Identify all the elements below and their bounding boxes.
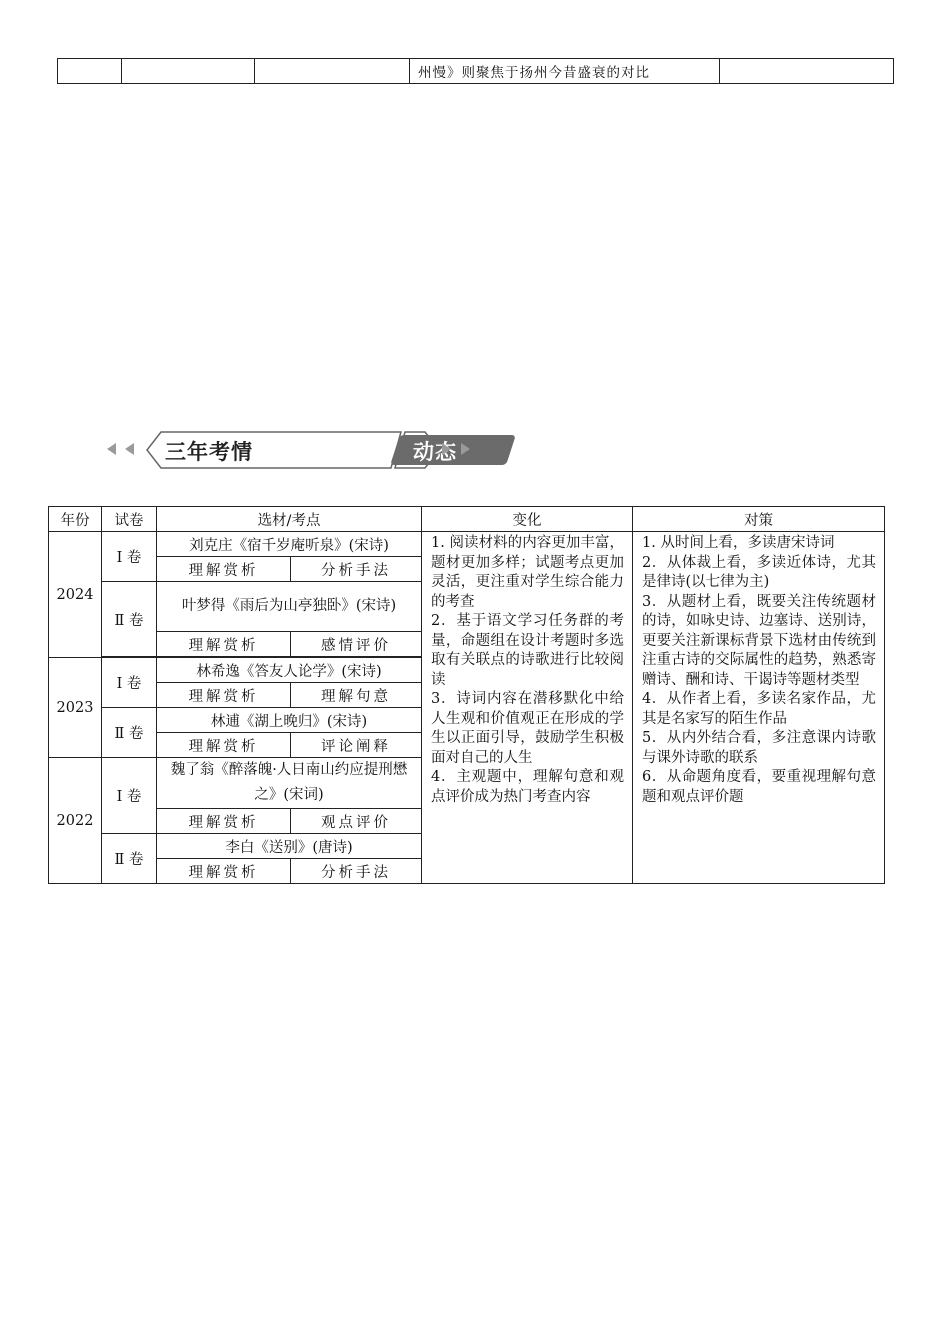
point-cell: 理解赏析 bbox=[157, 859, 291, 884]
cell bbox=[58, 59, 122, 84]
change-cell bbox=[422, 532, 633, 884]
year-cell: 2023 bbox=[49, 658, 102, 758]
strategy-item: 6．从命题角度看，要重视理解句意题和观点评价题 bbox=[642, 769, 877, 805]
strategy-cell bbox=[633, 532, 885, 884]
strategy-item: 3．从题材上看，既要关注传统题材的诗，如咏史诗、边塞诗、送别诗，更要关注新课标背景下选材由传统到注重古诗的交际属性的趋势，熟悉寄赠诗、酬和诗、干谒诗等题材类型 bbox=[642, 593, 877, 688]
point-cell: 理解赏析 bbox=[157, 733, 291, 758]
point-cell: 理解赏析 bbox=[157, 809, 291, 834]
paper-cell: Ⅱ 卷 bbox=[102, 834, 157, 884]
point-cell: 分析手法 bbox=[291, 859, 422, 884]
year-cell: 2022 bbox=[49, 758, 102, 884]
point-cell: 感情评价 bbox=[291, 632, 422, 657]
header-year: 年份 bbox=[49, 507, 102, 532]
cell bbox=[255, 59, 410, 84]
change-item: 1. 阅读材料的内容更加丰富，题材更加多样；试题考点更加灵活，更注重对学生综合能力的考查 bbox=[431, 535, 625, 610]
paper-cell: Ⅰ 卷 bbox=[102, 532, 157, 582]
point-cell: 理解赏析 bbox=[157, 557, 291, 582]
point-cell: 分析手法 bbox=[291, 557, 422, 582]
point-cell: 理解句意 bbox=[291, 683, 422, 708]
paper-cell: Ⅰ 卷 bbox=[102, 758, 157, 834]
strategy-item: 1. 从时间上看，多读唐宋诗词 bbox=[642, 535, 835, 551]
strategy-item: 5．从内外结合看，多注意课内诗歌与课外诗歌的联系 bbox=[642, 730, 877, 766]
header-paper: 试卷 bbox=[102, 507, 157, 532]
exam-analysis-table bbox=[48, 506, 885, 884]
strategy-item: 4．从作者上看，多读名家作品，尤其是名家写的陌生作品 bbox=[642, 691, 877, 727]
header-topic: 选材/考点 bbox=[157, 507, 422, 532]
point-cell: 评论阐释 bbox=[291, 733, 422, 758]
arrow-left-icon bbox=[125, 443, 134, 455]
title-cell: 李白《送别》(唐诗) bbox=[157, 834, 422, 859]
change-item: 4．主观题中，理解句意和观点评价成为热门考查内容 bbox=[431, 769, 625, 805]
arrow-right-icon bbox=[461, 443, 470, 455]
title-cell: 魏了翁《醉落魄·人日南山约应提刑懋之》(宋词) bbox=[157, 758, 422, 809]
cell bbox=[122, 59, 255, 84]
strategy-item: 2．从体裁上看，多读近体诗，尤其是律诗(以七律为主) bbox=[642, 554, 877, 590]
banner-title-left: 三年考情 bbox=[165, 440, 253, 464]
table-row bbox=[49, 532, 885, 557]
arrow-left-icon bbox=[107, 443, 116, 455]
header-change: 变化 bbox=[422, 507, 633, 532]
header-strategy: 对策 bbox=[633, 507, 885, 532]
cell bbox=[720, 59, 894, 84]
change-item: 3．诗词内容在潜移默化中给人生观和价值观正在形成的学生以正面引导，鼓励学生积极面对自己的人生 bbox=[431, 691, 625, 766]
paper-cell: Ⅰ 卷 bbox=[102, 658, 157, 708]
arrow-right-icon bbox=[442, 443, 451, 455]
paper-cell: Ⅱ 卷 bbox=[102, 708, 157, 758]
cell-text: 州慢》则聚焦于扬州今昔盛衰的对比 bbox=[410, 59, 720, 84]
banner-title-right: 动态分析 bbox=[413, 440, 457, 494]
change-item: 2．基于语文学习任务群的考量，命题组在设计考题时多选取有关联点的诗歌进行比较阅读 bbox=[431, 613, 625, 688]
title-cell: 刘克庄《宿千岁庵听泉》(宋诗) bbox=[157, 532, 422, 557]
section-banner bbox=[105, 428, 475, 494]
table-row bbox=[58, 59, 894, 84]
paper-cell: Ⅱ 卷 bbox=[102, 582, 157, 657]
continued-table bbox=[57, 58, 894, 84]
year-cell: 2024 bbox=[49, 532, 102, 658]
title-cell: 林希逸《答友人论学》(宋诗) bbox=[157, 658, 422, 683]
title-cell: 林逋《湖上晚归》(宋诗) bbox=[157, 708, 422, 733]
header-row bbox=[49, 507, 885, 532]
title-cell: 叶梦得《雨后为山亭独卧》(宋诗) bbox=[157, 582, 422, 632]
point-cell: 观点评价 bbox=[291, 809, 422, 834]
point-cell: 理解赏析 bbox=[157, 683, 291, 708]
point-cell: 理解赏析 bbox=[157, 632, 291, 657]
